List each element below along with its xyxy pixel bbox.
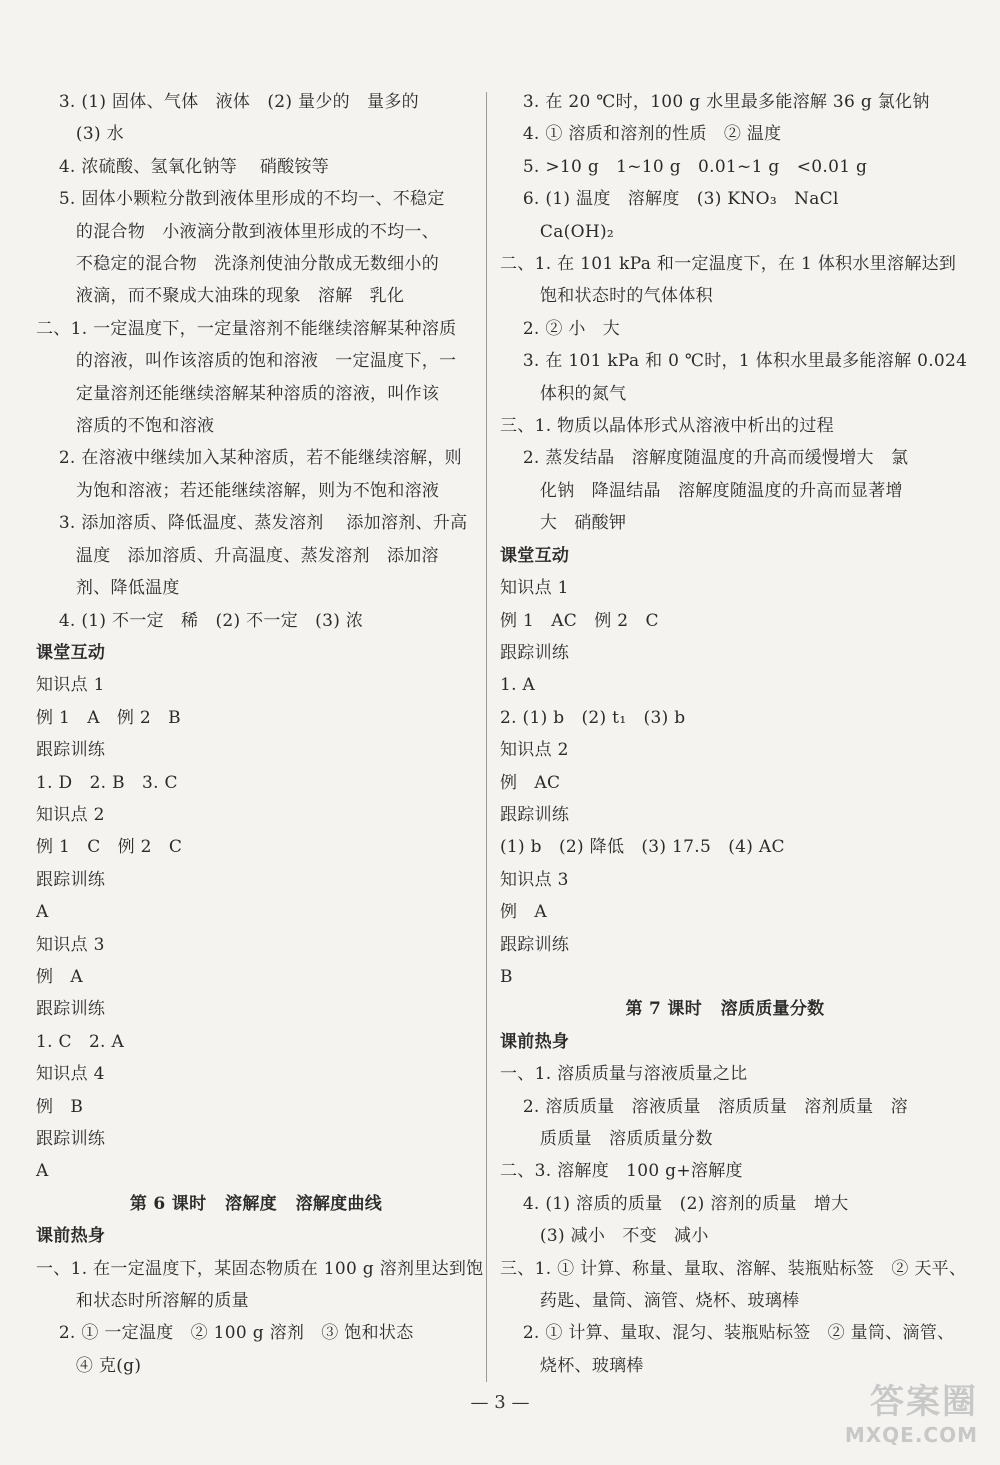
right-answer-line: 3. 在 101 kPa 和 0 ℃时，1 体积水里最多能溶解 0.024 — [500, 351, 968, 372]
left-answer-line: ④ 克(g) — [36, 1355, 142, 1376]
right-answer-line: 6. (1) 温度 溶解度 (3) KNO₃ NaCl — [500, 189, 839, 210]
left-answer-line: 跟踪训练 — [36, 869, 106, 890]
right-answer-line: 一、1. 溶质质量与溶液质量之比 — [500, 1064, 748, 1085]
left-answer-line: 知识点 3 — [36, 934, 105, 955]
right-answer-line: 体积的氮气 — [500, 383, 627, 404]
left-answer-line: 例 B — [36, 1096, 84, 1117]
right-answer-line: 2. 溶质质量 溶液质量 溶质质量 溶剂质量 溶 — [500, 1096, 908, 1117]
left-answer-line: 4. (1) 不一定 稀 (2) 不一定 (3) 浓 — [36, 610, 364, 631]
right-answer-line: 2. ② 小 大 — [500, 318, 621, 339]
left-answer-line: 知识点 2 — [36, 804, 105, 825]
left-answer-line: 液滴，而不聚成大油珠的现象 溶解 乳化 — [36, 286, 405, 307]
right-answer-line: (1) b (2) 降低 (3) 17.5 (4) AC — [500, 837, 785, 858]
right-answer-line: 4. (1) 溶质的质量 (2) 溶剂的质量 增大 — [500, 1193, 849, 1214]
left-answer-line: 的溶液，叫作该溶质的饱和溶液 一定温度下，一 — [36, 351, 457, 372]
left-answer-line: 2. 在溶液中继续加入某种溶质，若不能继续溶解，则 — [36, 448, 462, 469]
left-answer-line: 例 A — [36, 966, 83, 987]
right-answer-line: 跟踪训练 — [500, 804, 570, 825]
right-column — [500, 86, 968, 1382]
left-answer-line: A — [36, 902, 49, 923]
right-answer-line: Ca(OH)₂ — [500, 221, 615, 242]
left-answer-line: 为饱和溶液；若还能继续溶解，则为不饱和溶液 — [36, 480, 440, 501]
left-answer-line: 知识点 4 — [36, 1064, 105, 1085]
right-answer-line: 大 硝酸钾 — [500, 513, 627, 534]
right-answer-line: 例 AC — [500, 772, 561, 793]
left-lesson-title: 第 6 课时 溶解度 溶解度曲线 — [129, 1193, 383, 1214]
left-answer-line: 一、1. 在一定温度下，某固态物质在 100 g 溶剂里达到饱 — [36, 1258, 484, 1279]
left-answer-line: (3) 水 — [36, 124, 124, 145]
right-answer-line: 2. ① 计算、量取、混匀、装瓶贴标签 ② 量筒、滴管、 — [500, 1323, 955, 1344]
right-answer-line: 知识点 3 — [500, 869, 569, 890]
right-answer-line: 知识点 1 — [500, 578, 569, 599]
left-answer-line: 定量溶剂还能继续溶解某种溶质的溶液，叫作该 — [36, 383, 440, 404]
left-answer-line: 的混合物 小液滴分散到液体里形成的不均一、 — [36, 221, 440, 242]
right-answer-line: 2. (1) b (2) t₁ (3) b — [500, 707, 686, 728]
left-answer-line: 知识点 1 — [36, 675, 105, 696]
right-answer-line: (3) 减小 不变 减小 — [500, 1226, 709, 1247]
left-answer-line: 2. ① 一定温度 ② 100 g 溶剂 ③ 饱和状态 — [36, 1323, 414, 1344]
watermark-main: 答案圈 — [870, 1382, 978, 1422]
left-answer-line: 1. C 2. A — [36, 1031, 125, 1052]
right-lesson-title: 第 7 课时 溶质质量分数 — [625, 999, 825, 1020]
left-answer-line: 3. 添加溶质、降低温度、蒸发溶剂 添加溶剂、升高 — [36, 513, 468, 534]
left-section-heading: 课堂互动 — [36, 642, 106, 663]
right-answer-line: 饱和状态时的气体体积 — [500, 286, 713, 307]
right-answer-line: 1. A — [500, 675, 536, 696]
right-answer-line: 质质量 溶质质量分数 — [500, 1129, 713, 1149]
left-answer-line: 二、1. 一定温度下，一定量溶剂不能继续溶解某种溶质 — [36, 318, 457, 339]
right-answer-line: 跟踪训练 — [500, 934, 570, 955]
left-answer-line: 跟踪训练 — [36, 999, 106, 1020]
left-answer-line: 跟踪训练 — [36, 740, 106, 761]
right-answer-line: 三、1. 物质以晶体形式从溶液中析出的过程 — [500, 416, 834, 437]
right-answer-line: 跟踪训练 — [500, 642, 570, 663]
watermark-sub: MXQE.COM — [844, 1423, 978, 1447]
right-answer-line: 2. 蒸发结晶 溶解度随温度的升高而缓慢增大 氯 — [500, 448, 909, 469]
page-number: — 3 — — [470, 1392, 530, 1413]
right-answer-line: 3. 在 20 ℃时，100 g 水里最多能溶解 36 g 氯化钠 — [500, 92, 930, 112]
left-answer-line: 4. 浓硫酸、氢氧化钠等 硝酸铵等 — [36, 156, 330, 177]
right-answer-line: 例 A — [500, 902, 547, 923]
left-answer-line: 例 1 A 例 2 B — [36, 707, 181, 728]
right-answer-line: 5. >10 g 1~10 g 0.01~1 g <0.01 g — [500, 156, 868, 177]
left-answer-line: 3. (1) 固体、气体 液体 (2) 量少的 量多的 — [36, 92, 419, 112]
right-answer-line: 三、1. ① 计算、称量、量取、溶解、装瓶贴标签 ② 天平、 — [500, 1258, 967, 1279]
right-answer-line: 烧杯、玻璃棒 — [500, 1355, 644, 1376]
right-answer-line: 二、3. 溶解度 100 g+溶解度 — [500, 1161, 743, 1182]
left-answer-line: 5. 固体小颗粒分散到液体里形成的不均一、不稳定 — [36, 189, 445, 210]
right-section-heading: 课前热身 — [500, 1031, 570, 1052]
left-answer-line: 溶质的不饱和溶液 — [36, 416, 215, 437]
left-column — [36, 86, 484, 1382]
left-answer-line: 1. D 2. B 3. C — [36, 772, 178, 793]
watermark-logo — [845, 1374, 978, 1447]
right-answer-line: 4. ① 溶质和溶剂的性质 ② 温度 — [500, 124, 782, 145]
right-answer-line: B — [500, 966, 513, 987]
right-section-heading: 课堂互动 — [500, 545, 570, 566]
right-answer-line: 例 1 AC 例 2 C — [500, 610, 659, 631]
left-answer-line: 和状态时所溶解的质量 — [36, 1291, 249, 1312]
left-answer-line: 不稳定的混合物 洗涤剂使油分散成无数细小的 — [36, 254, 440, 275]
right-answer-line: 药匙、量筒、滴管、烧杯、玻璃棒 — [500, 1291, 800, 1312]
left-answer-line: 温度 添加溶质、升高温度、蒸发溶剂 添加溶 — [36, 545, 439, 566]
left-answer-line: 跟踪训练 — [36, 1129, 106, 1149]
right-answer-line: 二、1. 在 101 kPa 和一定温度下，在 1 体积水里溶解达到 — [500, 254, 957, 275]
right-answer-line: 知识点 2 — [500, 740, 569, 761]
right-answer-line: 化钠 降温结晶 溶解度随温度的升高而显著增 — [500, 480, 903, 501]
column-divider — [486, 92, 487, 1382]
left-answer-line: 例 1 C 例 2 C — [36, 837, 183, 858]
left-section-heading: 课前热身 — [36, 1226, 106, 1247]
left-answer-line: 剂、降低温度 — [36, 578, 180, 599]
left-answer-line: A — [36, 1161, 49, 1182]
